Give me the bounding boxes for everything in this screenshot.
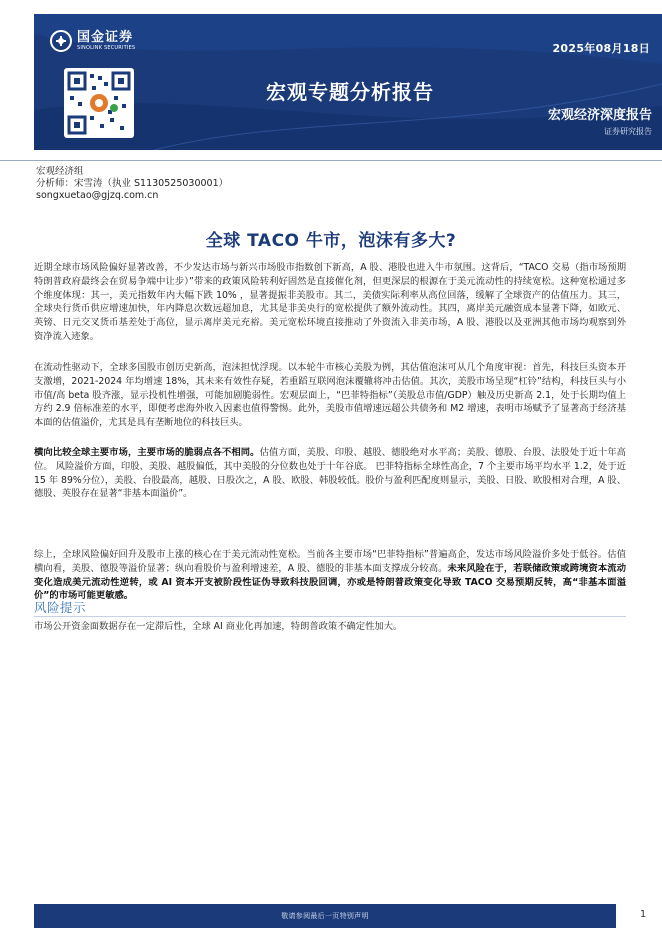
risk-divider xyxy=(34,616,626,617)
footer-bar xyxy=(34,904,616,928)
logo-name-en: SINOLINK SECURITIES xyxy=(77,44,136,51)
summary-paragraph-3 xyxy=(34,446,626,501)
author-group: 宏观经济组 xyxy=(36,166,84,177)
main-title: 全球 TACO 牛市，泡沫有多大? xyxy=(205,231,457,251)
summary-paragraph-1: 近期全球市场风险偏好显著改善，不少发达市场与新兴市场股市指数创下新高，A 股、港股也进入牛市氛围。这背后，“TACO 交易（指市场预期特朗普政府最终会在贸易争端中让步）”带来的政策风险转利好固然是直接催化剂，但更深层的根源在于美元流动性的持续宽松。这种宽松通过多个维度体现：其一，美元指数年内大幅下跌 10% ，显著提振非美股市。其二，美债实际利率从高位回落，缓解了全球资产的估值压力。其三，全球央行货币供应增速加快，年内降息次数远超加息，尤其是非美央行的宽松提供了额外流动性。其四，离岸美元融资成本显著下降，如欧元、英镑、日元交叉货币基差处于高位，显示离岸美元充裕。美元宽松环境直接推动了外资流入非美市场，A 股、港股以及亚洲其他市场均观察到外资净流入迹象。 xyxy=(34,262,626,342)
summary-paragraph-4 xyxy=(34,548,626,603)
paragraph-3-lead: 横向比较全球主要市场，主要市场的脆弱点各不相同。 xyxy=(34,447,260,458)
qr-code-icon xyxy=(64,68,134,138)
paragraph-4-body: 综上，全球风险偏好回升及股市上涨的核心在于美元流动性宽松。当前各主要市场“巴菲特指标”普遍高企，发达市场风险溢价多处于低谷。估值横向看，美股、德股等溢价显著；纵向看股价与盈利增速差，A 股、德股的非基本面支撑成分较高。 xyxy=(34,549,626,574)
risk-text: 市场公开资金面数据存在一定滞后性，全球 AI 商业化再加速，特朗普政策不确定性加大。 xyxy=(34,621,403,632)
page-number: 1 xyxy=(639,909,647,920)
paragraph-4-emphasis: 未来风险在于，若联储政策或跨境资本流动变化造成美元流动性逆转，或 AI 资本开支被阶段性证伪导致科技股回调，亦或是特朗普政策变化导致 TACO 交易预期反转，高“非基本面溢价”的市场可能更敏感。 xyxy=(34,562,626,602)
summary-paragraph-2: 在流动性驱动下，全球多国股市创历史新高，泡沫担忧浮现。以本轮牛市核心美股为例，其估值泡沫可从几个角度审视：首先，科技巨头资本开支激增，2021-2024 年均增速 18%，其未来有效性存疑，若重蹈互联网泡沫覆辙将冲击估值。其次，美股市场呈现“杠铃”结构，科技巨头与小市值/高 beta 股齐涨，显示投机性增强，可能加剧脆弱性。宏观层面上，“巴菲特指标”（美股总市值/GDP）触及历史新高 2.1，处于长期均值上方约 2.9 倍标准差的水平，即便考虑海外收入因素也值得警惕。此外，美股市值增速远超公共债务和 M2 增速，表明市场赋予了显著高于经济基本面的估值溢价，尤其是具有垄断地位的科技巨头。 xyxy=(34,362,626,429)
report-subtype: 证券研究报告 xyxy=(604,127,652,136)
logo-name-cn: 国金证券 xyxy=(77,29,134,45)
footer-disclaimer-link[interactable]: 敬请参阅最后一页特别声明 xyxy=(281,912,369,920)
risk-section-title: 风险提示 xyxy=(34,600,87,615)
sinolink-logo-icon xyxy=(50,30,72,52)
author-analyst: 分析师：宋雪涛（执业 S1130525030001） xyxy=(36,178,229,189)
report-header-banner xyxy=(34,14,662,150)
company-logo xyxy=(50,30,135,52)
report-title: 宏观专题分析报告 xyxy=(266,80,434,104)
author-email: songxuetao@gjzq.com.cn xyxy=(36,190,159,201)
report-type: 宏观经济深度报告 xyxy=(547,108,652,123)
author-block xyxy=(36,166,228,202)
header-divider xyxy=(0,160,662,161)
report-date: 2025年08月18日 xyxy=(552,42,650,55)
paragraph-3-body: 估值方面，美股、印股、越股、德股绝对水平高；美股、德股、台股、法股处于近十年高位。 风险溢价方面，印股、美股、越股偏低，其中美股的分位数也处于十年谷底。 巴菲特指标全球性高企，7 个主要市场平均水平 1.2，处于近 15 年 89%分位），美股、台股最高，越股、日股次之，A 股、欧股、韩股较低。股价与盈利匹配度则显示，美股、日股、欧股相对合理，A 股、德股、英股存在显著“非基本面溢价”。 xyxy=(34,447,626,500)
